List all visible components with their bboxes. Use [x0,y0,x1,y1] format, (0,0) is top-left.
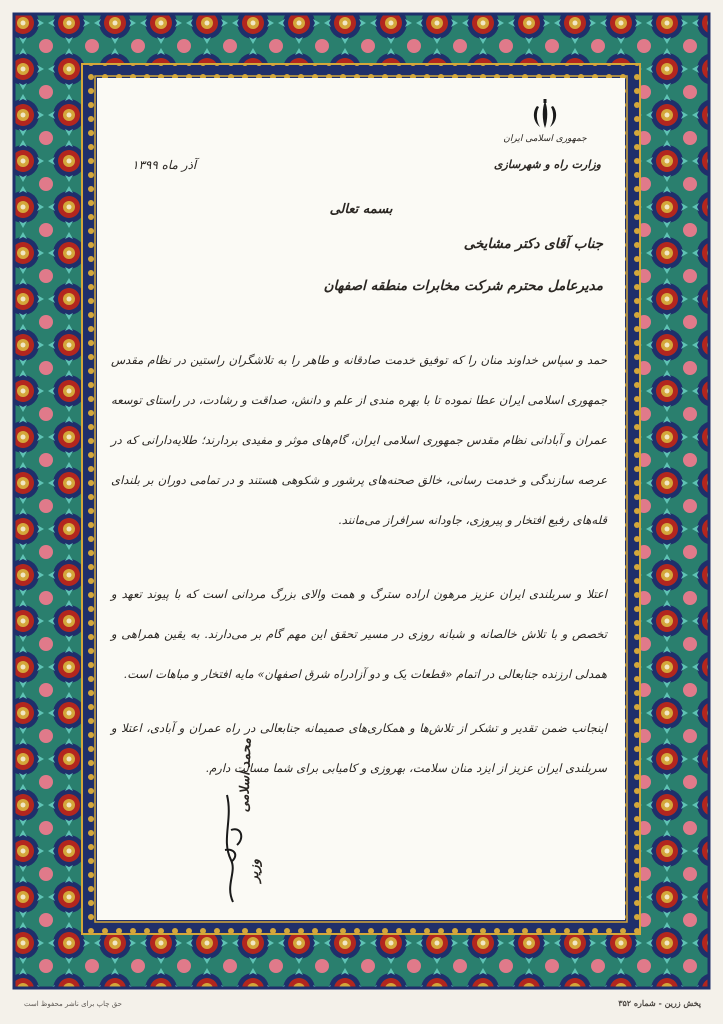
ministry-name: وزارت راه و شهرسازی [493,158,601,171]
paragraph-text: اعتلا و سربلندی ایران عزیز مرهون اراده سترگ و همت والای بزرگ مردانی است که با پیوند تعهد و تخصص و با تلاش خالصانه و شبانه روزی در مسیر تحقق این مهم گام بر می‌دارند. به یقین همراهی و همدلی ارزنده جنابعالی در اتمام «قطعات یک و دو آزادراه شرق اصفهان» مایه افتخار و مباهات است. [111,587,607,681]
signer-title: وزیر [247,858,263,883]
signature-block [207,737,287,910]
letter-body [97,78,625,920]
recipient-name: جناب آقای دکتر مشایخی [463,236,603,252]
paragraph-text: اینجانب ضمن تقدیر و تشکر از تلاش‌ها و همکاری‌های صمیمانه جنابعالی در راه عمران و آبادی، اعتلا و سربلندی ایران عزیز از ایزد منان سلامت، بهروزی و کامیابی برای شما مسالت دارم. [111,721,607,775]
government-name: جمهوری اسلامی ایران [503,134,587,144]
letterhead [485,98,605,171]
paragraph-text: حمد و سپاس خداوند منان را که توفیق خدمت صادقانه و طاهر را به تلاشگران راستین در نظام مقدس جمهوری اسلامی ایران عطا نموده تا با بهره مندی از علم و دانش، صداقت و رشادت، در راستای توسعه عمران و آبادانی نظام مقدس جمهوری اسلامی ایران، گام‌های موثر و مفیدی بردارند؛ طلایه‌دارانی که در عرصه سازندگی و خدمت رسانی، خالق صحنه‌های پرشور و شکوهی هستند و در تمامی دوران بر بلندای قله‌های رفیع افتخار و پیروزی، جاودانه سرافراز می‌مانند. [111,353,607,527]
letter-date: آذر ماه ۱۳۹۹ [132,158,197,172]
bismillah-heading: بسمه تعالی [329,202,393,217]
body-paragraph-3 [111,708,607,788]
signer-name: محمد اسلامی [237,737,255,813]
footer-copyright: حق چاپ برای ناشر محفوظ است [24,1000,122,1008]
footer-publisher: پخش زرین - شماره ۳۵۲ [618,998,701,1008]
iran-emblem-icon [528,98,562,132]
recipient-title: مدیرعامل محترم شرکت مخابرات منطقه اصفهان [323,278,603,294]
body-paragraph-1 [111,340,607,540]
body-paragraph-2 [111,574,607,694]
